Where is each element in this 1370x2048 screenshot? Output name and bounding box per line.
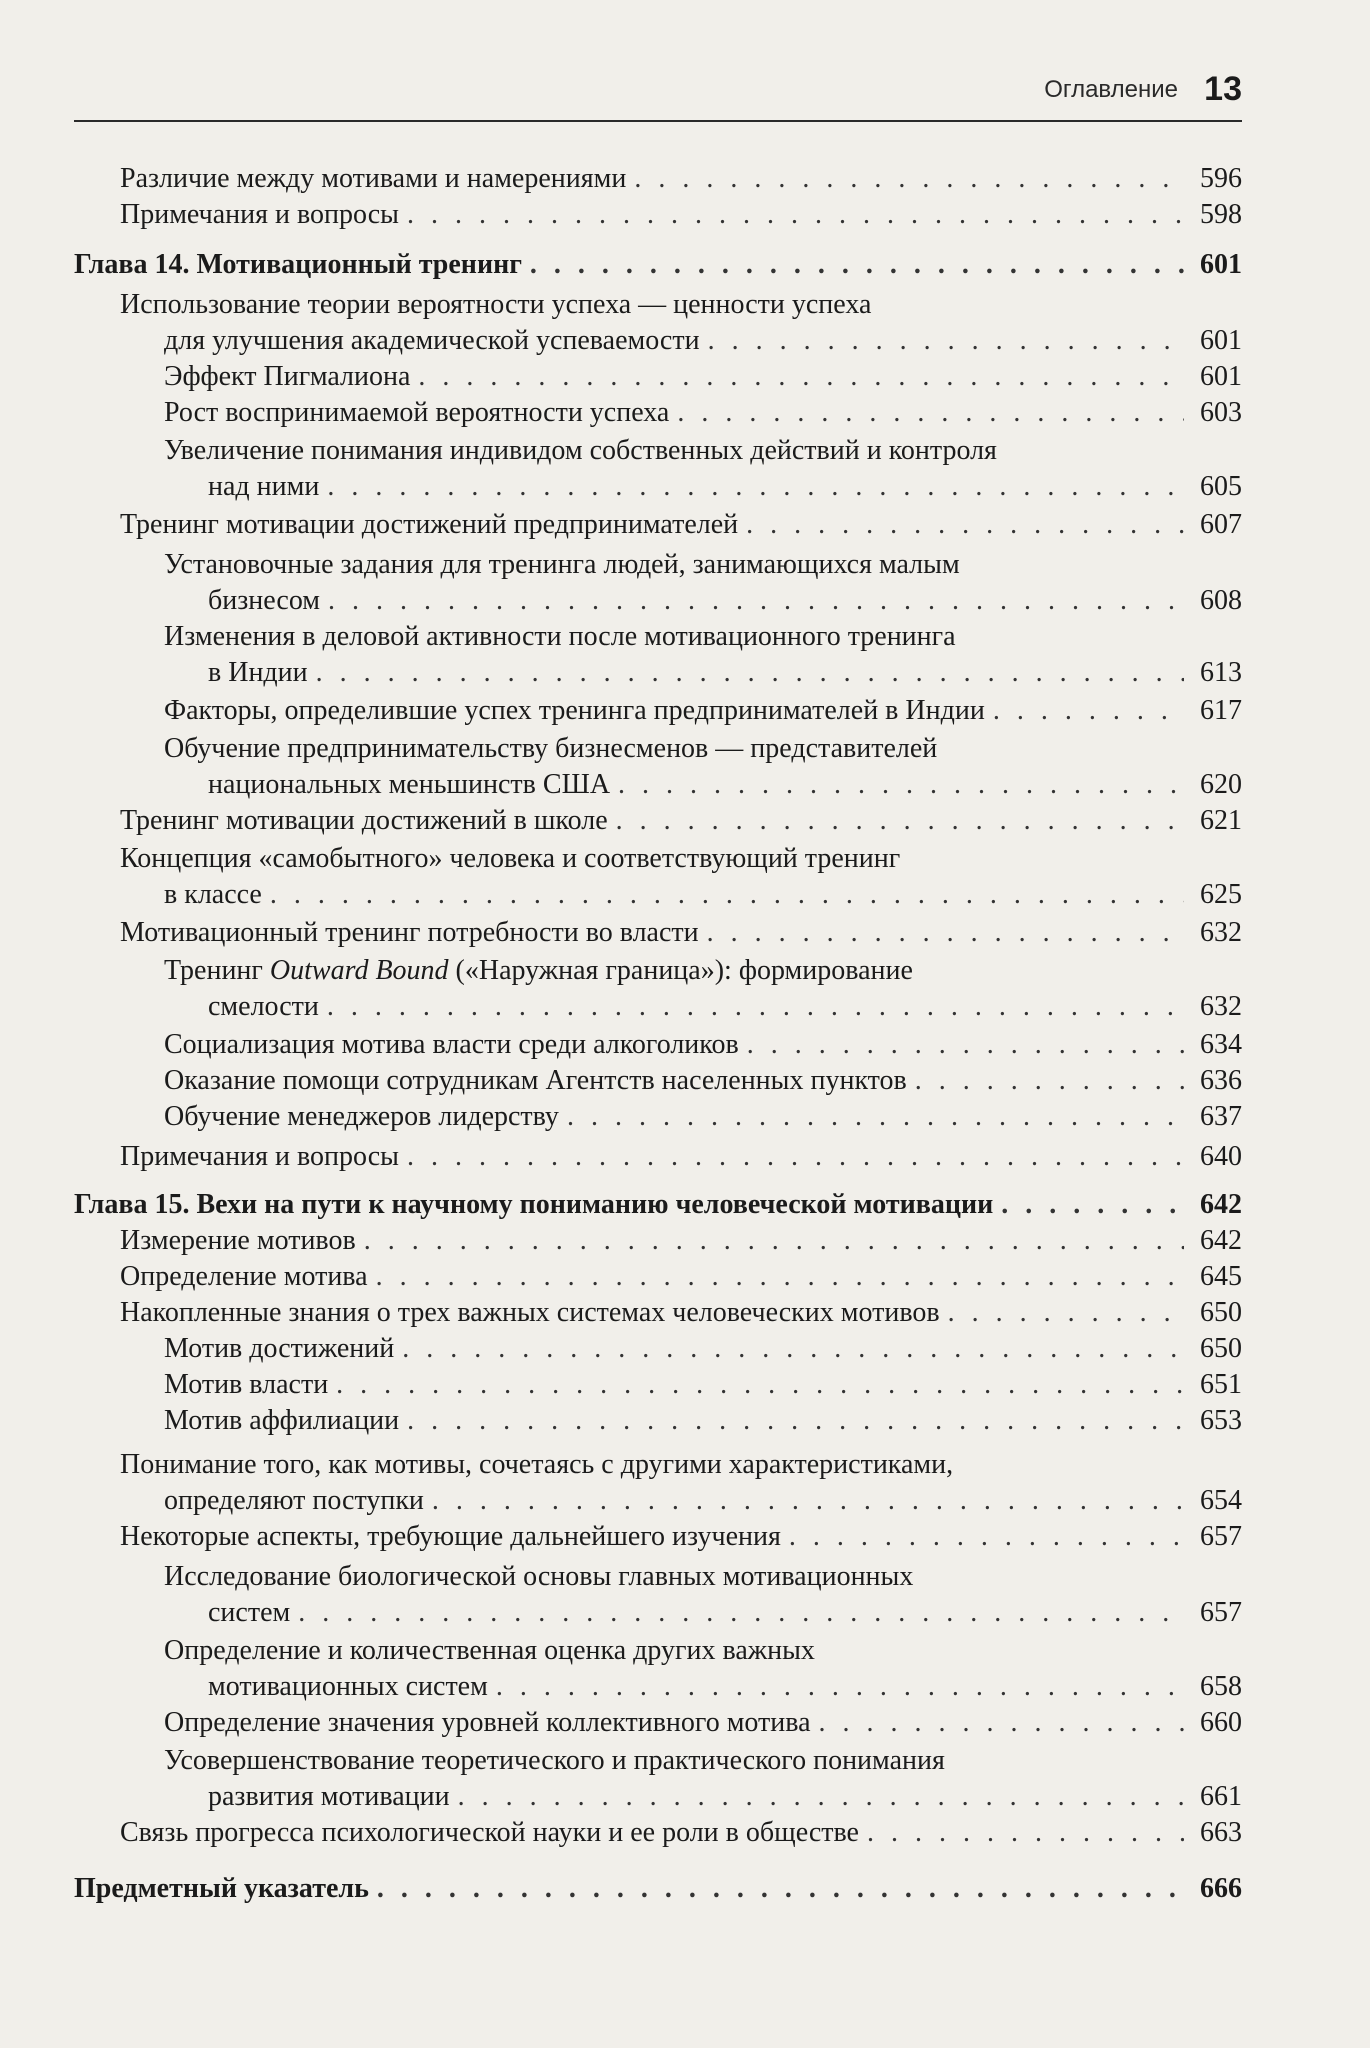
toc-entry-title: смелости xyxy=(208,991,319,1022)
toc-entry-title: мотивационных систем xyxy=(208,1671,488,1702)
toc-entry-page: 666 xyxy=(1200,1873,1242,1904)
toc-entry-page: 654 xyxy=(1200,1485,1242,1516)
toc-entry-first-line-part: («Наружная граница»): формирование xyxy=(448,955,913,986)
toc-entry[interactable] xyxy=(164,1402,1242,1439)
toc-entry-page: 617 xyxy=(1200,695,1242,726)
toc-entry-first-line xyxy=(164,952,913,989)
toc-entry-page: 651 xyxy=(1200,1369,1242,1400)
toc-entry-page: 632 xyxy=(1200,917,1242,948)
toc-entry-title: Мотив достижений xyxy=(164,1333,395,1364)
toc-entry[interactable] xyxy=(164,358,1242,395)
toc-entry[interactable] xyxy=(120,802,1242,839)
toc-entry-title: Тренинг мотивации достижений в школе xyxy=(120,805,608,836)
toc-entry-page: 658 xyxy=(1200,1671,1242,1702)
toc-entry-page: 613 xyxy=(1200,657,1242,688)
toc-entry-title: систем xyxy=(208,1597,291,1628)
toc-entry[interactable] xyxy=(164,1062,1242,1099)
toc-entry-title: Измерение мотивов xyxy=(120,1225,356,1256)
toc-entry-title: Примечания и вопросы xyxy=(120,199,399,230)
toc-entry-page: 632 xyxy=(1200,991,1242,1022)
toc-entry-page: 661 xyxy=(1200,1781,1242,1812)
toc-entry[interactable] xyxy=(120,914,1242,951)
toc-entry-first-line: Исследование биологической основы главных мотивационных xyxy=(164,1561,914,1592)
toc-chapter-entry[interactable] xyxy=(74,246,1242,283)
toc-entry-page: 653 xyxy=(1200,1405,1242,1436)
toc-entry-title: Предметный указатель xyxy=(74,1873,369,1904)
toc-entry-title: над ними xyxy=(208,471,320,502)
toc-entry-title: для улучшения академической успеваемости xyxy=(164,325,700,356)
toc-entry-title: Мотив аффилиации xyxy=(164,1405,400,1436)
toc-entry-title: Различие между мотивами и намерениями xyxy=(120,163,627,194)
running-head-section: Оглавление xyxy=(1044,76,1178,103)
toc-entry-page: 645 xyxy=(1200,1261,1242,1292)
toc-entry[interactable] xyxy=(208,988,1242,1025)
toc-entry-title: в Индии xyxy=(208,657,308,688)
toc-entry-title: Обучение менеджеров лидерству xyxy=(164,1101,559,1132)
toc-entry-page: 636 xyxy=(1200,1065,1242,1096)
toc-entry[interactable] xyxy=(208,766,1242,803)
toc-entry-page: 657 xyxy=(1200,1521,1242,1552)
toc-entry[interactable] xyxy=(164,1482,1242,1519)
toc-entry-page: 634 xyxy=(1200,1029,1242,1060)
toc-entry-page: 625 xyxy=(1200,879,1242,910)
toc-entry-page: 657 xyxy=(1200,1597,1242,1628)
toc-entry[interactable] xyxy=(164,1366,1242,1403)
toc-entry-title: бизнесом xyxy=(208,585,321,616)
toc-entry-title: развития мотивации xyxy=(208,1781,450,1812)
toc-entry-first-line: Использование теории вероятности успеха — ценности успеха xyxy=(120,289,872,320)
toc-entry-title: Тренинг мотивации достижений предпринимателей xyxy=(120,509,739,540)
toc-entry-title: Связь прогресса психологической науки и ее роли в обществе xyxy=(120,1817,859,1848)
toc-chapter-entry[interactable] xyxy=(74,1186,1242,1223)
toc-entry-title: национальных меньшинств США xyxy=(208,769,611,800)
toc-entry-page: 608 xyxy=(1200,585,1242,616)
toc-entry-page: 642 xyxy=(1200,1225,1242,1256)
toc-entry[interactable] xyxy=(120,506,1242,543)
toc-entry[interactable] xyxy=(164,1704,1242,1741)
toc-entry[interactable] xyxy=(120,1814,1242,1851)
toc-entry-page: 620 xyxy=(1200,769,1242,800)
toc-entry[interactable] xyxy=(120,1294,1242,1331)
toc-entry-title: Оказание помощи сотрудникам Агентств населенных пунктов xyxy=(164,1065,907,1096)
toc-entry-title: Примечания и вопросы xyxy=(120,1141,399,1172)
toc-entry[interactable] xyxy=(208,468,1242,505)
toc-entry[interactable] xyxy=(164,1330,1242,1367)
toc-entry-title: Мотив власти xyxy=(164,1369,329,1400)
toc-entry-title: Рост воспринимаемой вероятности успеха xyxy=(164,397,670,428)
toc-entry-page: 605 xyxy=(1200,471,1242,502)
toc-entry[interactable] xyxy=(164,394,1242,431)
toc-entry[interactable] xyxy=(208,582,1242,619)
toc-entry[interactable] xyxy=(120,160,1242,197)
toc-entry[interactable] xyxy=(208,1594,1242,1631)
toc-entry-page: 650 xyxy=(1200,1297,1242,1328)
toc-entry-page: 601 xyxy=(1200,325,1242,356)
toc-entry-title: Глава 14. Мотивационный тренинг xyxy=(74,249,522,280)
running-head xyxy=(74,70,1242,122)
toc-entry[interactable] xyxy=(164,692,1242,729)
toc-entry[interactable] xyxy=(164,1026,1242,1063)
toc-entry-first-line: Усовершенствование теоретического и практического понимания xyxy=(164,1745,945,1776)
toc-entry-first-line: Увеличение понимания индивидом собственных действий и контроля xyxy=(164,435,997,466)
toc-entry[interactable] xyxy=(120,1222,1242,1259)
toc-entry-title: в классе xyxy=(164,879,262,910)
toc-entry-page: 603 xyxy=(1200,397,1242,428)
toc-entry-page: 607 xyxy=(1200,509,1242,540)
toc-entry-title: Эффект Пигмалиона xyxy=(164,361,411,392)
toc-entry-first-line-part: Тренинг xyxy=(164,955,270,986)
toc-entry-first-line: Концепция «самобытного» человека и соответствующий тренинг xyxy=(120,843,901,874)
toc-entry-first-line: Изменения в деловой активности после мотивационного тренинга xyxy=(164,621,956,652)
toc-entry-title: Мотивационный тренинг потребности во власти xyxy=(120,917,699,948)
toc-entry-title: Определение значения уровней коллективного мотива xyxy=(164,1707,811,1738)
toc-entry-title: Социализация мотива власти среди алкоголиков xyxy=(164,1029,739,1060)
toc-entry-page: 596 xyxy=(1200,163,1242,194)
toc-entry[interactable] xyxy=(164,876,1242,913)
toc-entry-page: 601 xyxy=(1200,361,1242,392)
toc-entry-first-line: Определение и количественная оценка других важных xyxy=(164,1635,815,1666)
toc-entry-italic-title: Outward Bound xyxy=(269,955,449,986)
toc-entry-page: 637 xyxy=(1200,1101,1242,1132)
toc-entry-page: 621 xyxy=(1200,805,1242,836)
toc-entry-page: 660 xyxy=(1200,1707,1242,1738)
toc-entry-title: Факторы, определившие успех тренинга предпринимателей в Индии xyxy=(164,695,985,726)
toc-entry[interactable] xyxy=(120,1258,1242,1295)
toc-entry-page: 601 xyxy=(1200,249,1242,280)
toc-entry[interactable] xyxy=(208,1778,1242,1815)
toc-entry-page: 650 xyxy=(1200,1333,1242,1364)
toc-entry-title: Некоторые аспекты, требующие дальнейшего изучения xyxy=(120,1521,781,1552)
toc-entry-first-line: Установочные задания для тренинга людей, занимающихся малым xyxy=(164,549,960,580)
toc-entry-first-line: Обучение предпринимательству бизнесменов — представителей xyxy=(164,733,938,764)
toc-entry[interactable] xyxy=(164,322,1242,359)
toc-entry[interactable] xyxy=(120,1138,1242,1175)
toc-entry-title: определяют поступки xyxy=(164,1485,424,1516)
toc-entry[interactable] xyxy=(120,1518,1242,1555)
toc-entry[interactable] xyxy=(120,196,1242,233)
toc-entry-page: 642 xyxy=(1200,1189,1242,1220)
toc-entry[interactable] xyxy=(164,1098,1242,1135)
toc-entry-title: Накопленные знания о трех важных системах человеческих мотивов xyxy=(120,1297,940,1328)
toc-entry[interactable] xyxy=(208,654,1242,691)
page-number: 13 xyxy=(1204,70,1242,108)
toc-chapter-entry[interactable] xyxy=(74,1870,1242,1907)
toc-entry-page: 640 xyxy=(1200,1141,1242,1172)
toc-entry-title: Определение мотива xyxy=(120,1261,368,1292)
toc-entry-first-line: Понимание того, как мотивы, сочетаясь с другими характеристиками, xyxy=(120,1449,954,1480)
toc-entry[interactable] xyxy=(208,1668,1242,1705)
toc-entry-page: 598 xyxy=(1200,199,1242,230)
toc-entry-page: 663 xyxy=(1200,1817,1242,1848)
toc-entry-title: Глава 15. Вехи на пути к научному пониманию человеческой мотивации xyxy=(74,1189,994,1220)
